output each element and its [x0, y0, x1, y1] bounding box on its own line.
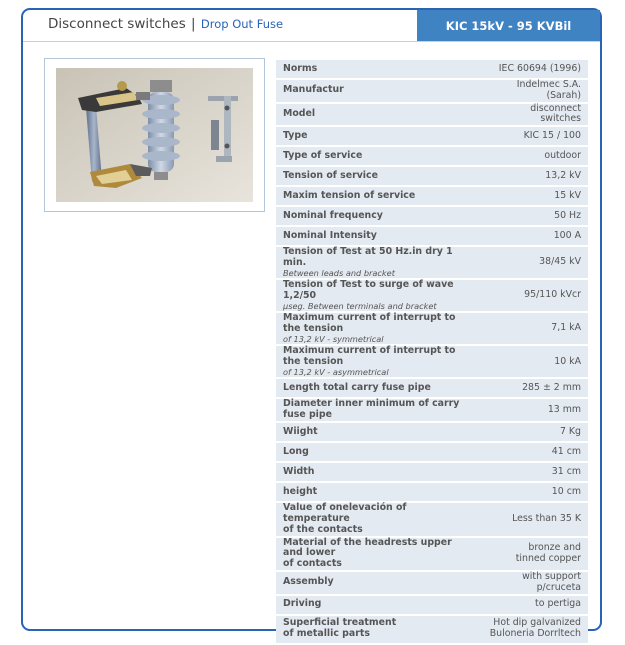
spec-row	[276, 227, 588, 245]
spec-label: Manufactur	[276, 80, 480, 102]
spec-value: disconnect switches	[480, 104, 588, 126]
spec-row	[276, 346, 588, 377]
spec-sheet-card	[21, 8, 602, 640]
spec-value: outdoor	[480, 147, 588, 165]
spec-label	[276, 616, 480, 643]
spec-label	[276, 346, 480, 377]
spec-label	[276, 538, 480, 570]
spec-value	[480, 538, 588, 570]
spec-label	[276, 313, 480, 344]
title-separator: |	[191, 16, 196, 32]
spec-row	[276, 572, 588, 594]
spec-label: Width	[276, 463, 480, 481]
spec-row	[276, 379, 588, 397]
spec-value: 95/110 kVcr	[480, 280, 588, 311]
spec-label	[276, 503, 480, 535]
spec-row	[276, 596, 588, 614]
spec-value: 7 Kg	[480, 423, 588, 441]
spec-row	[276, 616, 588, 643]
spec-value: KIC 15 / 100	[480, 127, 588, 145]
spec-value: 7,1 kA	[480, 313, 588, 344]
spec-row	[276, 167, 588, 185]
spec-label-text: Maximum current of interrupt to the tension	[283, 312, 456, 335]
spec-value: 38/45 kV	[480, 247, 588, 278]
product-photo-frame	[44, 58, 265, 212]
spec-value: to pertiga	[480, 596, 588, 614]
category-title: Disconnect switches	[48, 16, 186, 32]
spec-label: Norms	[276, 60, 480, 78]
spec-value-line: Hot dip galvanized	[493, 617, 581, 629]
spec-note: of 13,2 kV - symmetrical	[283, 333, 384, 344]
specifications-table	[276, 58, 588, 645]
spec-label-text: Maximum current of interrupt to the tension	[283, 345, 456, 368]
spec-label-line: of contacts	[283, 558, 342, 570]
spec-row	[276, 247, 588, 278]
spec-label: Driving	[276, 596, 480, 614]
spec-label-line: Value of onelevación of temperature	[283, 502, 407, 524]
spec-row	[276, 463, 588, 481]
spec-row	[276, 147, 588, 165]
spec-value-line: tinned copper	[515, 552, 581, 564]
spec-label: Type of service	[276, 147, 480, 165]
spec-value: 15 kV	[480, 187, 588, 205]
page-title	[48, 16, 283, 32]
spec-label-line: Superficial treatment	[283, 617, 397, 629]
spec-value: 10 kA	[480, 346, 588, 377]
spec-value: Less than 35 K	[480, 503, 588, 535]
spec-value: Indelmec S.A. (Sarah)	[480, 80, 588, 102]
spec-row	[276, 399, 588, 421]
spec-label: Length total carry fuse pipe	[276, 379, 480, 397]
spec-label	[276, 280, 480, 311]
spec-value: IEC 60694 (1996)	[480, 60, 588, 78]
spec-value: with support p/cruceta	[480, 572, 588, 594]
spec-row	[276, 127, 588, 145]
spec-note: Between leads and bracket	[283, 267, 395, 278]
spec-row	[276, 313, 588, 344]
spec-value: 10 cm	[480, 483, 588, 501]
spec-label-text: Tension of Test to surge of wave 1,2/50	[283, 279, 454, 302]
spec-row	[276, 80, 588, 102]
spec-row	[276, 104, 588, 126]
spec-value-line: Buloneria Dorrltech	[489, 628, 581, 640]
spec-row	[276, 280, 588, 311]
spec-note: µseg. Between terminals and bracket	[283, 300, 437, 311]
spec-row	[276, 483, 588, 501]
spec-value: 285 ± 2 mm	[480, 379, 588, 397]
spec-label: Maxim tension of service	[276, 187, 480, 205]
spec-label-line: Material of the headrests upper and lower	[283, 536, 452, 559]
spec-label: Nominal frequency	[276, 207, 480, 225]
model-badge: KIC 15kV - 95 KVBil	[417, 10, 600, 41]
spec-label-line: of metallic parts	[283, 628, 370, 640]
spec-label	[276, 247, 480, 278]
spec-value: 41 cm	[480, 443, 588, 461]
spec-value	[480, 616, 588, 643]
spec-note: of 13,2 kV - asymmetrical	[283, 367, 389, 378]
spec-label: height	[276, 483, 480, 501]
spec-label: Assembly	[276, 572, 480, 594]
spec-row	[276, 423, 588, 441]
spec-row	[276, 207, 588, 225]
spec-value: 13,2 kV	[480, 167, 588, 185]
spec-value: 50 Hz	[480, 207, 588, 225]
spec-row	[276, 503, 588, 535]
spec-label-text: Tension of Test at 50 Hz.in dry 1 min.	[283, 246, 453, 269]
spec-value: 100 A	[480, 227, 588, 245]
spec-label: Type	[276, 127, 480, 145]
spec-row	[276, 60, 588, 78]
spec-label: Tension of service	[276, 167, 480, 185]
spec-label: Wiight	[276, 423, 480, 441]
spec-label: Diameter inner minimum of carry fuse pipe	[276, 399, 480, 421]
spec-label: Long	[276, 443, 480, 461]
product-subtitle: Drop Out Fuse	[200, 17, 284, 31]
spec-row	[276, 187, 588, 205]
spec-row	[276, 538, 588, 570]
spec-value-line: bronze and	[528, 541, 581, 553]
spec-label: Model	[276, 104, 480, 126]
drop-out-fuse-photo	[56, 68, 253, 202]
spec-value: 31 cm	[480, 463, 588, 481]
spec-label-line: of the contacts	[283, 523, 363, 535]
header-bar	[23, 10, 600, 42]
spec-row	[276, 443, 588, 461]
spec-value: 13 mm	[480, 399, 588, 421]
spec-label: Nominal Intensity	[276, 227, 480, 245]
